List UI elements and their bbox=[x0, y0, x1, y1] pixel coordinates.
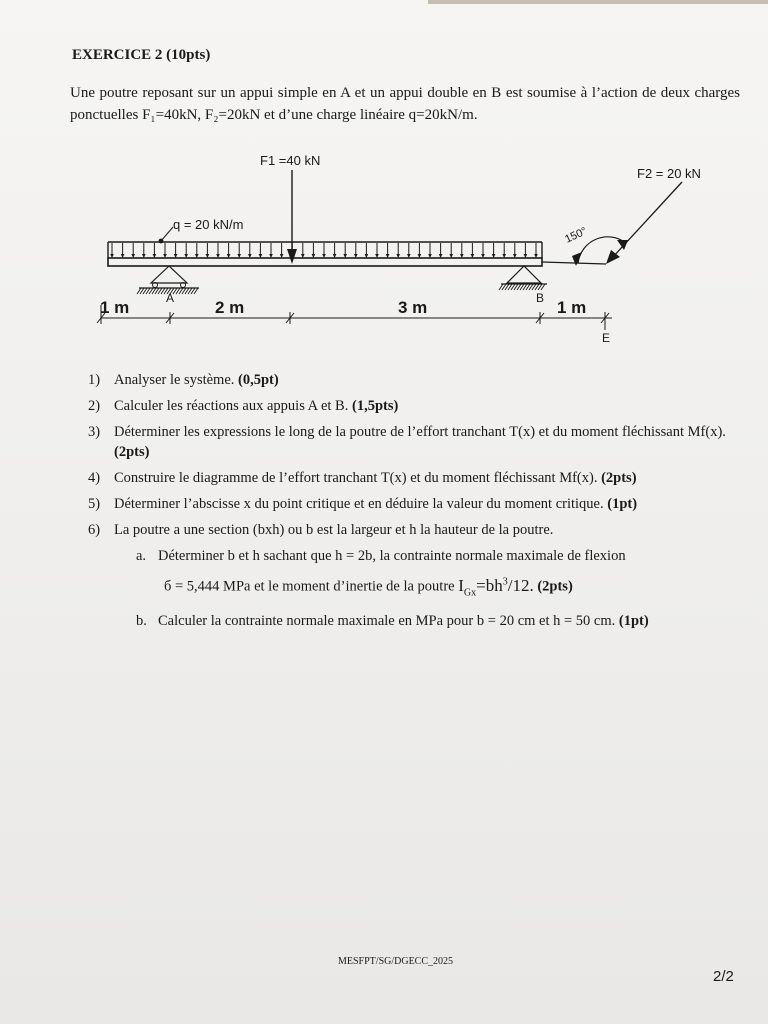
question-6 bbox=[88, 520, 748, 540]
question-6b bbox=[136, 611, 748, 631]
sub-a-line2 bbox=[158, 572, 748, 603]
exercise-intro: Une poutre reposant sur un appui simple en A et un appui double en B est soumise à l’action de deux charges ponctuelles F₁=40kN, F₂=20kN et d’une charge linéaire q=20kN/m. bbox=[70, 85, 740, 123]
angle-label: 150° bbox=[563, 225, 589, 246]
question-points: (0,5pt) bbox=[238, 372, 279, 388]
support-b bbox=[507, 266, 541, 283]
question-text: Calculer les réactions aux appuis A et B. bbox=[114, 398, 352, 414]
question-number: 1) bbox=[88, 372, 101, 388]
dim-1m-right: 1 m bbox=[557, 298, 587, 317]
question-4 bbox=[88, 468, 748, 488]
question-2 bbox=[88, 396, 748, 416]
dim-3m: 3 m bbox=[398, 298, 428, 317]
dim-1m-left: 1 m bbox=[100, 298, 130, 317]
point-a-label: A bbox=[166, 291, 175, 305]
page-number: 2/2 bbox=[713, 968, 734, 985]
sub-b-text: Calculer la contrainte normale maximale en MPa pour b = 20 cm et h = 50 cm. bbox=[158, 613, 619, 630]
question-points: (1pt) bbox=[607, 496, 638, 512]
sub-a-number: a. bbox=[136, 548, 147, 564]
question-text: Déterminer l’abscisse x du point critique et en déduire la valeur du moment critique. bbox=[114, 496, 608, 512]
point-b-label: B bbox=[536, 291, 545, 305]
exercise-title: EXERCICE 2 (10pts) bbox=[72, 47, 211, 63]
questions-list bbox=[88, 370, 748, 639]
support-a bbox=[151, 266, 187, 283]
distributed-load-arrows bbox=[110, 243, 538, 258]
sub-b-number: b. bbox=[136, 613, 147, 630]
question-1 bbox=[88, 370, 748, 390]
beam-diagram bbox=[0, 0, 768, 360]
question-text: Construire le diagramme de l’effort tranchant T(x) et du moment fléchissant Mf(x). bbox=[114, 470, 602, 486]
sub-b-points: (1pt) bbox=[618, 613, 649, 630]
question-number: 5) bbox=[88, 496, 101, 512]
point-e-label: E bbox=[602, 331, 611, 345]
question-number: 4) bbox=[88, 470, 101, 486]
question-points: (2pts) bbox=[601, 470, 637, 486]
question-3 bbox=[88, 422, 748, 462]
sub-a-line1: Déterminer b et h sachant que h = 2b, la contrainte normale maximale de flexion bbox=[158, 548, 626, 564]
inertia-formula: $I_{Gx}=bh^3/12$. bbox=[458, 575, 534, 599]
question-text: Analyser le système. bbox=[114, 372, 239, 388]
footer-reference: MESFPT/SG/DGECC_2025 bbox=[338, 956, 454, 967]
question-points: (1,5pts) bbox=[351, 398, 399, 414]
question-text: Déterminer les expressions le long de la poutre de l’effort tranchant T(x) et du moment fléchissant Mf(x). bbox=[114, 424, 726, 440]
sub-a-points: (2pts) bbox=[537, 578, 573, 595]
question-number: 2) bbox=[88, 398, 101, 414]
f1-label: F1 =40 kN bbox=[260, 153, 321, 168]
question-6a bbox=[136, 546, 748, 603]
question-points: (2pts) bbox=[114, 444, 150, 460]
dim-2m: 2 m bbox=[215, 298, 245, 317]
question-number: 3) bbox=[88, 424, 101, 440]
sub-a-line2-text: б = 5,444 MPa et le moment d’inertie de la poutre bbox=[164, 578, 459, 595]
beam-extension bbox=[542, 262, 606, 264]
q-label: q = 20 kN/m bbox=[173, 217, 244, 232]
f2-label: F2 = 20 kN bbox=[637, 166, 701, 181]
question-5 bbox=[88, 494, 748, 514]
question-number: 6) bbox=[88, 522, 101, 538]
beam bbox=[108, 258, 542, 266]
question-text: La poutre a une section (bxh) ou b est la largeur et h la hauteur de la poutre. bbox=[114, 522, 554, 538]
